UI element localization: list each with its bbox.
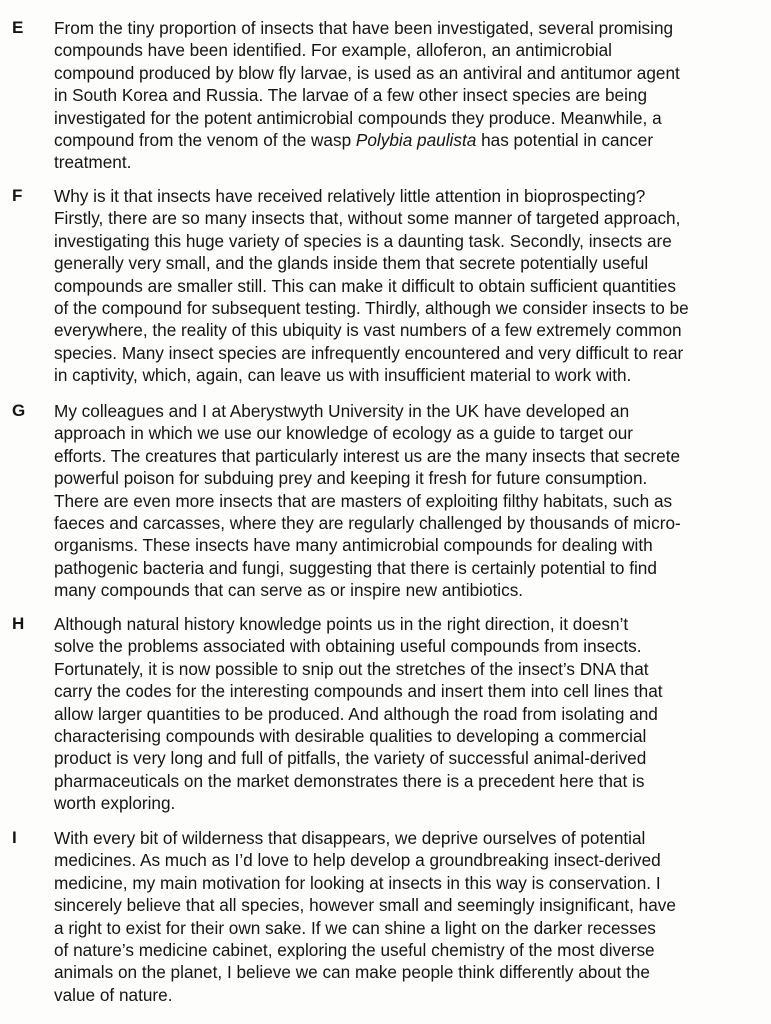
paragraph-text — [54, 613, 766, 815]
paragraph-letter: F — [12, 186, 23, 205]
text-line: Why is it that insects have received relatively little attention in bioprospecting? — [54, 186, 646, 206]
text-line: Firstly, there are so many insects that, without some manner of targeted approach, — [54, 208, 681, 229]
text-line: organisms. These insects have many antimicrobial compounds for dealing with — [54, 535, 653, 556]
text-line: efforts. The creatures that particularly interest us are the many insects that secrete — [54, 445, 681, 466]
text-line: solve the problems associated with obtaining useful compounds from insects. — [54, 636, 642, 657]
text-line: pharmaceuticals on the market demonstrates there is a precedent here that is — [54, 770, 645, 791]
paragraph-text — [54, 400, 766, 602]
text-line: With every bit of wilderness that disappears, we deprive ourselves of potential — [54, 828, 646, 848]
text-line: faeces and carcasses, where they are regularly challenged by thousands of micro- — [54, 513, 681, 534]
species-name: Polybia paulista — [355, 130, 477, 151]
text-line: compound produced by blow fly larvae, is used as an antiviral and antitumor agent — [54, 62, 680, 83]
text-line: carry the codes for the interesting compounds and insert them into cell lines that — [54, 681, 663, 702]
text-line: of the compound for subsequent testing. Thirdly, although we consider insects to be — [54, 298, 689, 319]
text-line: Although natural history knowledge points us in the right direction, it doesn’t — [54, 614, 629, 634]
text-line: compounds have been identified. For example, alloferon, an antimicrobial — [54, 40, 612, 61]
text-line: allow larger quantities to be produced. And although the road from isolating and — [54, 703, 658, 724]
text-line: everywhere, the reality of this ubiquity is vast numbers of a few extremely common — [54, 320, 682, 341]
text-line: in captivity, which, again, can leave us with insufficient material to work with. — [54, 365, 632, 386]
text-line: approach in which we use our knowledge of ecology as a guide to target our — [54, 423, 634, 444]
text-line: investigated for the potent antimicrobial compounds they produce. Meanwhile, a — [54, 107, 662, 128]
text-line: treatment. — [54, 152, 132, 173]
text-line: medicines. As much as I’d love to help develop a groundbreaking insect-derived — [54, 850, 661, 871]
text-line: many compounds that can serve as or inspire new antibiotics. — [54, 580, 524, 601]
text-fragment: compound from the venom of the wasp — [54, 130, 356, 151]
text-line — [54, 129, 766, 151]
text-line: value of nature. — [54, 984, 173, 1005]
paragraph-letter: H — [12, 614, 25, 633]
text-line: There are even more insects that are masters of exploiting filthy habitats, such as — [54, 490, 673, 511]
text-line: compounds are smaller still. This can make it difficult to obtain sufficient quantities — [54, 275, 676, 296]
text-line: generally very small, and the glands inside them that secrete potentially useful — [54, 253, 649, 274]
paragraph-letter: E — [12, 18, 24, 37]
text-line: Fortunately, it is now possible to snip out the stretches of the insect’s DNA that — [54, 658, 649, 679]
paragraph-letter: I — [12, 828, 17, 847]
text-line: sincerely believe that all species, however small and seemingly insignificant, have — [54, 895, 676, 916]
text-line: worth exploring. — [54, 793, 176, 814]
text-line: of nature’s medicine cabinet, exploring the useful chemistry of the most diverse — [54, 940, 655, 961]
text-line: product is very long and full of pitfalls, the variety of successful animal-derived — [54, 748, 647, 769]
paragraph-text — [54, 17, 766, 174]
text-line: powerful poison for subduing prey and keeping it fresh for future consumption. — [54, 468, 648, 489]
text-line: characterising compounds with desirable qualities to developing a commercial — [54, 726, 647, 747]
text-line: medicine, my main motivation for looking at insects in this way is conservation. I — [54, 872, 661, 893]
paragraph-text — [54, 185, 766, 387]
text-line: From the tiny proportion of insects that have been investigated, several promising — [54, 18, 674, 38]
text-line: pathogenic bacteria and fungi, suggesting that there is certainly potential to find — [54, 557, 657, 578]
paragraph-letter: G — [12, 401, 26, 420]
paragraph-text — [54, 827, 766, 1006]
text-line: My colleagues and I at Aberystwyth University in the UK have developed an — [54, 401, 630, 421]
text-line: a right to exist for their own sake. If we can shine a light on the darker recesses — [54, 917, 656, 938]
text-line: investigating this huge variety of species is a daunting task. Secondly, insects are — [54, 230, 672, 251]
text-fragment: has potential in cancer — [476, 130, 654, 151]
text-line: in South Korea and Russia. The larvae of a few other insect species are being — [54, 85, 648, 106]
text-line: species. Many insect species are infrequently encountered and very difficult to rear — [54, 342, 684, 363]
text-line: animals on the planet, I believe we can make people think differently about the — [54, 962, 650, 983]
